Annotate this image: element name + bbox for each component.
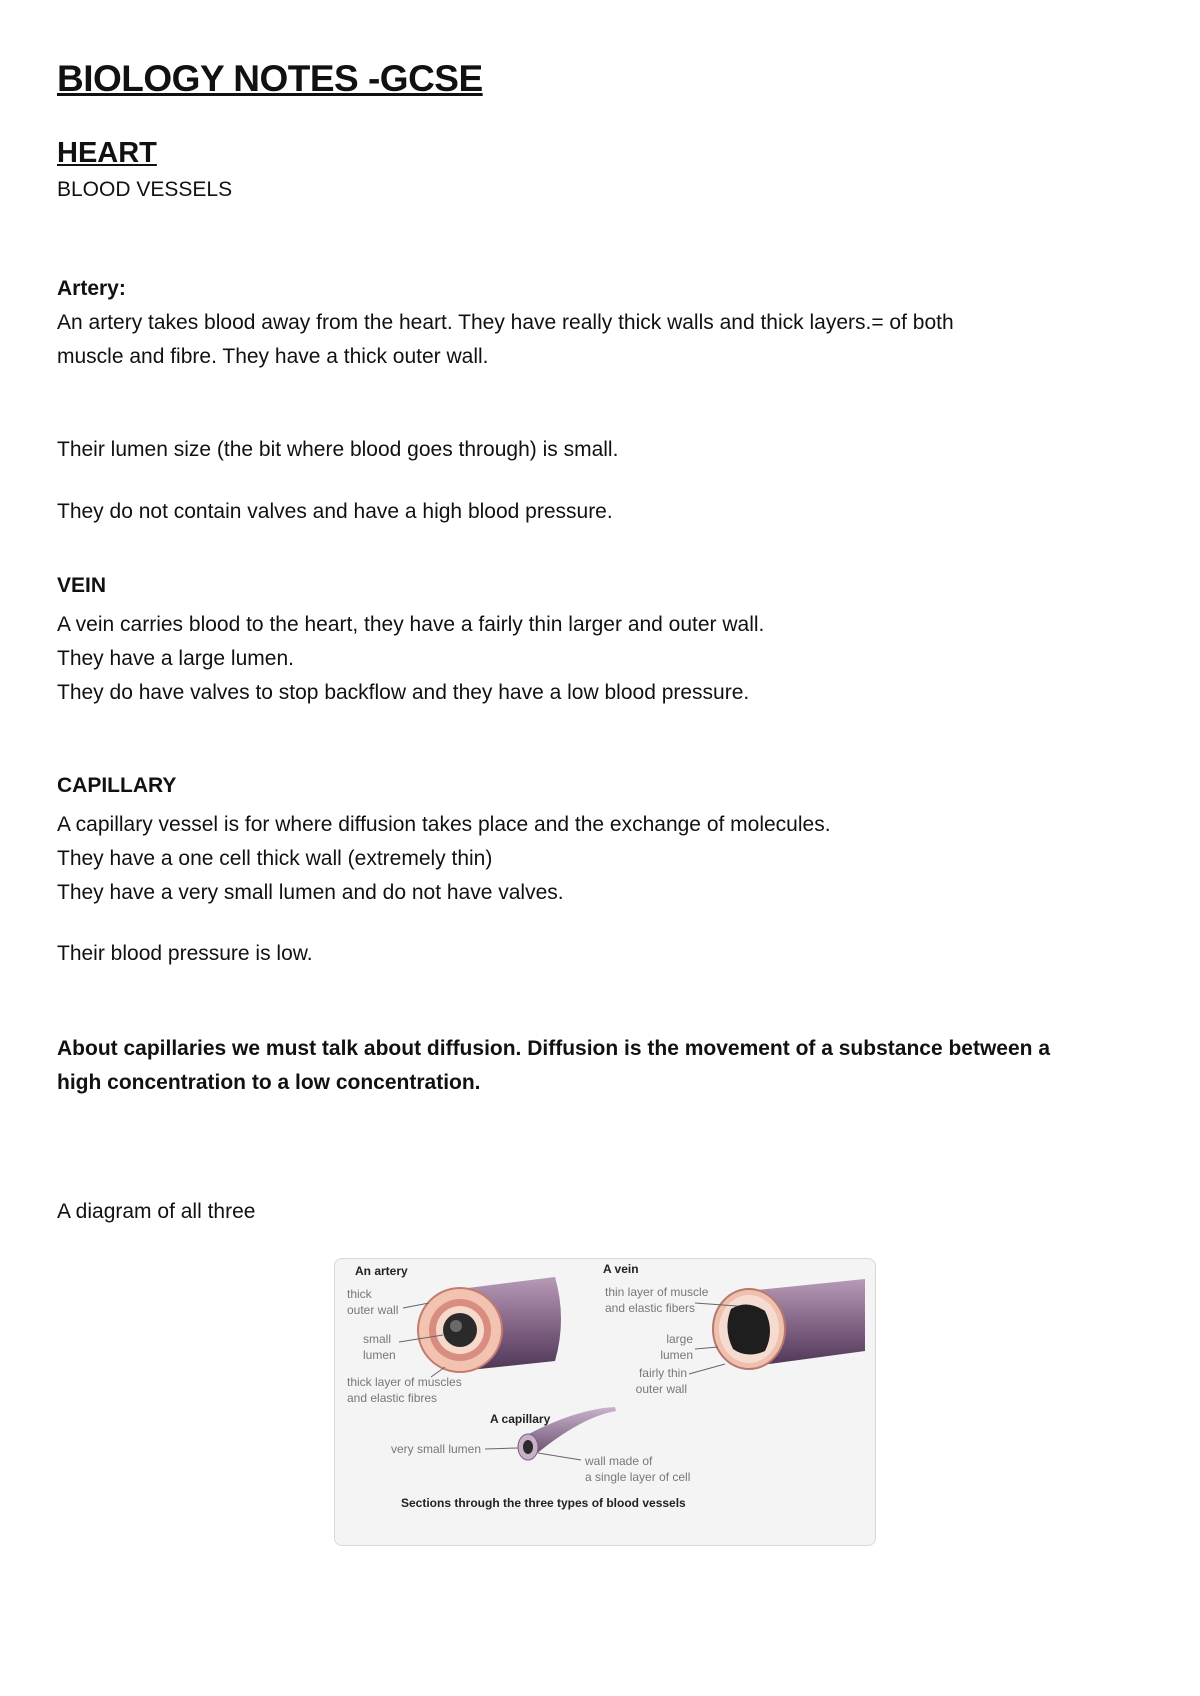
subheading-blood-vessels: BLOOD VESSELS [57, 178, 233, 201]
artery-illustration [418, 1277, 561, 1372]
artery-lumen-text: Their lumen size (the bit where blood goes through) is small. [57, 438, 619, 461]
vein-line-2: They have a large lumen. [57, 647, 294, 670]
capillary-label: CAPILLARY [57, 774, 177, 797]
vein-label-thin-layer: thin layer of muscle [605, 1285, 709, 1299]
artery-diagram-title: An artery [355, 1264, 408, 1278]
artery-label: Artery: [57, 277, 126, 300]
capillary-label-small-lumen: very small lumen [391, 1442, 482, 1456]
diffusion-line-2: high concentration to a low concentration. [57, 1071, 481, 1094]
capillary-pressure-text: Their blood pressure is low. [57, 942, 313, 965]
vein-label-elastic-fibers: and elastic fibers [605, 1301, 696, 1315]
capillary-description [57, 808, 831, 910]
artery-description [57, 306, 954, 374]
artery-label-elastic-fibres: and elastic fibres [347, 1391, 438, 1405]
capillary-line-2: They have a one cell thick wall (extremely thin) [57, 847, 493, 870]
capillary-line-3: They have a very small lumen and do not have valves. [57, 881, 564, 904]
artery-label-small: small [363, 1332, 392, 1346]
artery-valves-text: They do not contain valves and have a high blood pressure. [57, 500, 613, 523]
figure-caption: Sections through the three types of blood vessels [401, 1496, 686, 1510]
vein-diagram-title: A vein [603, 1262, 639, 1276]
capillary-label-wall-made-of: wall made of [585, 1454, 653, 1468]
blood-vessels-diagram [335, 1259, 875, 1545]
diffusion-line-1: About capillaries we must talk about diffusion. Diffusion is the movement of a substance between a [57, 1037, 1050, 1060]
vein-label-lumen: lumen [660, 1348, 693, 1362]
diffusion-note [57, 1032, 1050, 1100]
vein-line-3: They do have valves to stop backflow and they have a low blood pressure. [57, 681, 750, 704]
capillary-label-single-layer: a single layer of cell [585, 1470, 691, 1484]
vein-label-outer-wall: outer wall [635, 1382, 687, 1396]
artery-line-2: muscle and fibre. They have a thick outer wall. [57, 345, 489, 368]
artery-label-thick: thick [347, 1287, 372, 1301]
artery-line-1: An artery takes blood away from the heart. They have really thick walls and thick layers.= of both [57, 311, 954, 334]
artery-label-lumen: lumen [363, 1348, 396, 1362]
vein-line-1: A vein carries blood to the heart, they have a fairly thin larger and outer wall. [57, 613, 765, 636]
section-heading-heart: HEART [57, 137, 157, 169]
vein-label-fairly-thin: fairly thin [638, 1366, 687, 1380]
vein-description [57, 608, 764, 710]
vein-illustration [713, 1279, 865, 1369]
vein-label-large: large [666, 1332, 693, 1346]
vein-label: VEIN [57, 574, 107, 597]
blood-vessels-figure [334, 1258, 876, 1546]
capillary-diagram-title: A capillary [490, 1412, 551, 1426]
capillary-line-1: A capillary vessel is for where diffusion takes place and the exchange of molecules. [57, 813, 831, 836]
artery-label-muscles: thick layer of muscles [347, 1375, 462, 1389]
page-title: BIOLOGY NOTES -GCSE [57, 58, 483, 99]
diagram-intro: A diagram of all three [57, 1200, 256, 1223]
artery-label-outer-wall: outer wall [347, 1303, 399, 1317]
